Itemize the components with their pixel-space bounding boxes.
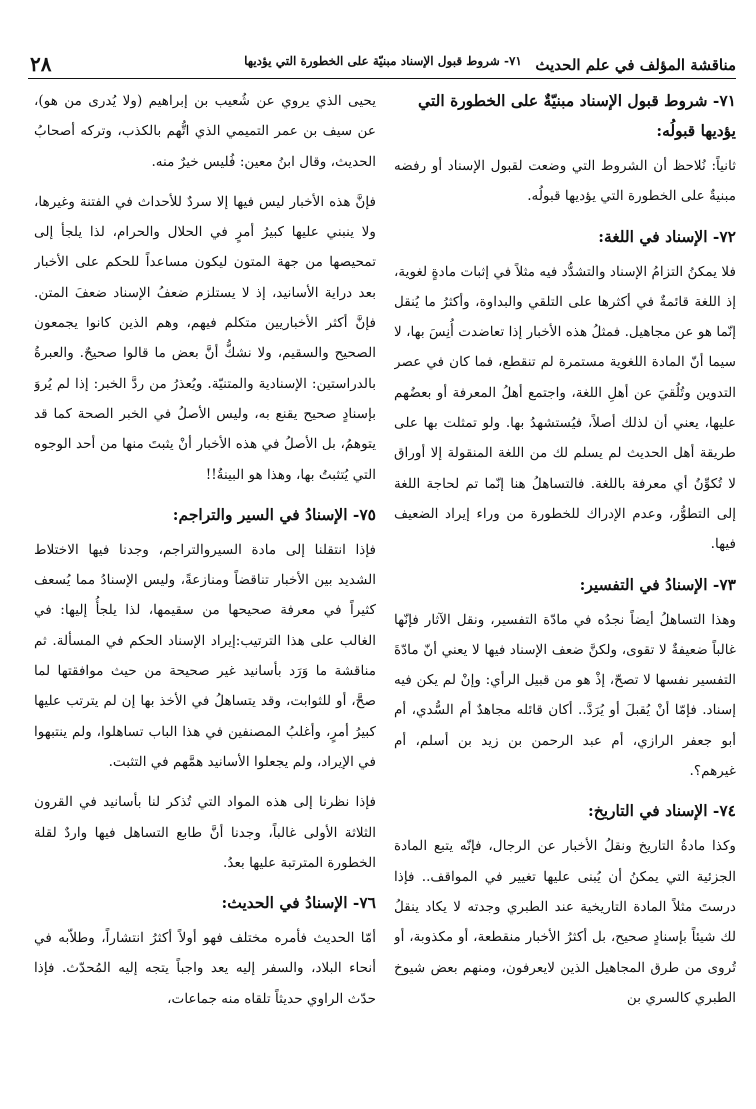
book-title: مناقشة المؤلف في علم الحديث xyxy=(535,56,736,74)
continued-paragraph: يحيى الذي يروي عن شُعيب بن إبراهيم (ولا يُدرى من هو)، عن سيف بن عمر التميمي الذي اتُّهم بالكذب، وتركه أصحابُ الحديث، وقال ابنُ معين: فُليس خيرٌ منه. xyxy=(34,93,376,170)
section-76-paragraph: أمّا الحديث فأمره مختلف فهو أولاً أكثرُ انتشاراً، وطلاّبه في أنحاء البلاد، والسفر إليه يعد واجباً يتجه إليه المُحدّث. فإذا حدّث الراوي حديثاً تلقاه منه جماعات، xyxy=(34,930,376,1007)
page-number: ٢٨ xyxy=(30,52,52,76)
header-rule xyxy=(28,78,736,79)
section-71-paragraph: ثانياً: نُلاحظ أن الشروط التي وضعت لقبول الإسناد أو رفضه مبنيةٌ على الخطورة التي يؤديها قبولُه. xyxy=(394,158,736,205)
section-76-title: ٧٦- الإسنادُ في الحديث: xyxy=(221,893,376,913)
section-73-title: ٧٣- الإسنادُ في التفسير: xyxy=(579,574,736,594)
section-75-paragraph: فإذا انتقلنا إلى مادة السيروالتراجم، وجدنا فيها الاختلاط الشديد بين الأخبار تناقضاً ومنازعةً، وليس الإسنادُ مما يُسعف كثيراً في معرفة صحيحها من سقيمها، لذا يلجأُ إليها: في الغالب على هذا الترتيب:إيراد الإسناد الحكم في المسألة. ثم مناقشة ما وَرَد بأسانيد غير صحيحة من حيث موافقتها لما صحَّ، أو للثوابت، وقد يتساهلُ في الأخذ بها إن لم يترتب عليها كبيرُ أمرٍ، وأغلبُ المصنفين في هذا الباب تساهلوا، ولم ينتبهوا في الإيراد، ولم يجعلوا الأسانيد همَّهم في التثبت. xyxy=(34,541,376,770)
right-column xyxy=(394,86,736,1099)
running-header xyxy=(30,52,736,74)
section-72-paragraph: فلا يمكنُ التزامُ الإسناد والتشدُّد فيه مثلاً في إثبات مادةٍ لغوية، إذ اللغة قائمةٌ في أكثرها على التلقي والبداوة، وأكثرُ ما يُنقل إنّما هو عن مجاهيل. فمثلُ هذه الأخبار إذا تعاضدت أُنِسَ بها، لا سيما أنّ المادة اللغوية مستمرة لم تنقطع، فما كان في عصر التدوين وتُلُقيَ عن أهلِ اللغة، واجتمع أهلُ المعرفة أو بعضُهم عليها، يعني أن لذلك أصلاً، فيُستشهدُ بها. ولو تمثلت بها على طريقة أهل الحديث لم يسلم لك من اللغة المنقولة إلا أوراق لا تُكوِّنُ أي معرفة باللغة. فالتساهلُ هنا إنّما تم لحاجة اللغة إلى التطوُّر، وعدم الإدراك للخطورة من وراء إيراد الضعيف فيها. xyxy=(394,263,736,553)
section-74-title: ٧٤- الإسناد في التاريخ: xyxy=(588,801,736,821)
section-72-title: ٧٢- الإسناد في اللغة: xyxy=(598,226,736,246)
section-74-paragraph: وكذا مادةُ التاريخ ونقلُ الأخبار عن الرجال، فإنّه يتبع المادة الجزئية التي يمكنُ أن يُبنى عليها تغيير في المواقف.. فإذا درستَ مثلاً المادة التاريخية عند الطبري وجدته لا يكاد ينقلُ لك شيئاً بإسنادٍ صحيح، بل أكثرُ الأخبار منقطعة، أو مكذوبة، أو تُروى من طرق المجاهيل الذين لايعرفون، ومنهم بعض شيوخ الطبري كالسري بن xyxy=(394,838,736,1006)
left-column xyxy=(34,86,376,1099)
section-75-paragraph-2: فإذا نظرنا إلى هذه المواد التي تُذكر لنا بأسانيد في القرون الثلاثة الأولى غالباً، وجدنا أنَّ طابع التساهل فيها واردٌ لقلة الخطورة المترتبة عليها بعدُ. xyxy=(34,794,376,871)
section-73-paragraph: وهذا التساهلُ أيضاً نجدُه في مادّة التفسير، ونقل الآثار فإنّها غالباً ضعيفةٌ لا تقوى، ولكنَّ ضعف الإسناد فيها لا يعني أنّ مادّةَ التفسير نفسها لا تصحّ، إذْ هو من قبيل الرأي: وإنْ لم يكن فيه إسناد. فإمّا أنْ يُقبلَ أو يُرَدَّ.. أكان قائله مجاهدٌ أم السُّدي، أم أبو جعفر الرازي، أم عبد الرحمن بن زيد بن أسلم، أم غيرهم؟. xyxy=(394,611,736,780)
continued-paragraph-2: فإنَّ هذه الأخبار ليس فيها إلا سردٌ للأحداث في الفتنة وغيرها، ولا ينبني عليها كبيرُ أمرٍ في الحلال والحرام، لذا يلجأ إلى تمحيصها من جهة المتون ليكون مساعداً للحكم على الأخبار بعد دراية الأسانيد، إذ لا يستلزم ضعفُ الإسناد ضعفَ المتن. فإنَّ أكثر الأخباريين متكلم فيهم، وهم الذين كانوا يجمعون الصحيح والسقيم، ولا نشكُّ أنَّ بعض ما قالوا صحيحٌ. والعبرةُ بالدراستين: الإسنادية والمتنيّة. ويُعذرُ من ردَّ الخبر: إذا لم يُروَ بإسنادٍ صحيح يقنع به، وليس الأصلُ في الخبر الصحة كما قد يتوهمُ، بل الأصلُ في هذه الأخبار أنْ يثبتَ منها من أحد الوجوه التي يُتثبتُ بها، وهذا هو البينةُ!! xyxy=(34,193,376,483)
section-71-title: ٧١- شروط قبول الإسناد مبنيّةٌ على الخطورة التي يؤديها قبولُه: xyxy=(418,91,736,140)
section-75-title: ٧٥- الإسنادُ في السير والتراجم: xyxy=(172,504,376,524)
chapter-title: ٧١- شروط قبول الإسناد مبنيّة على الخطورة التي يؤديها xyxy=(244,54,522,68)
